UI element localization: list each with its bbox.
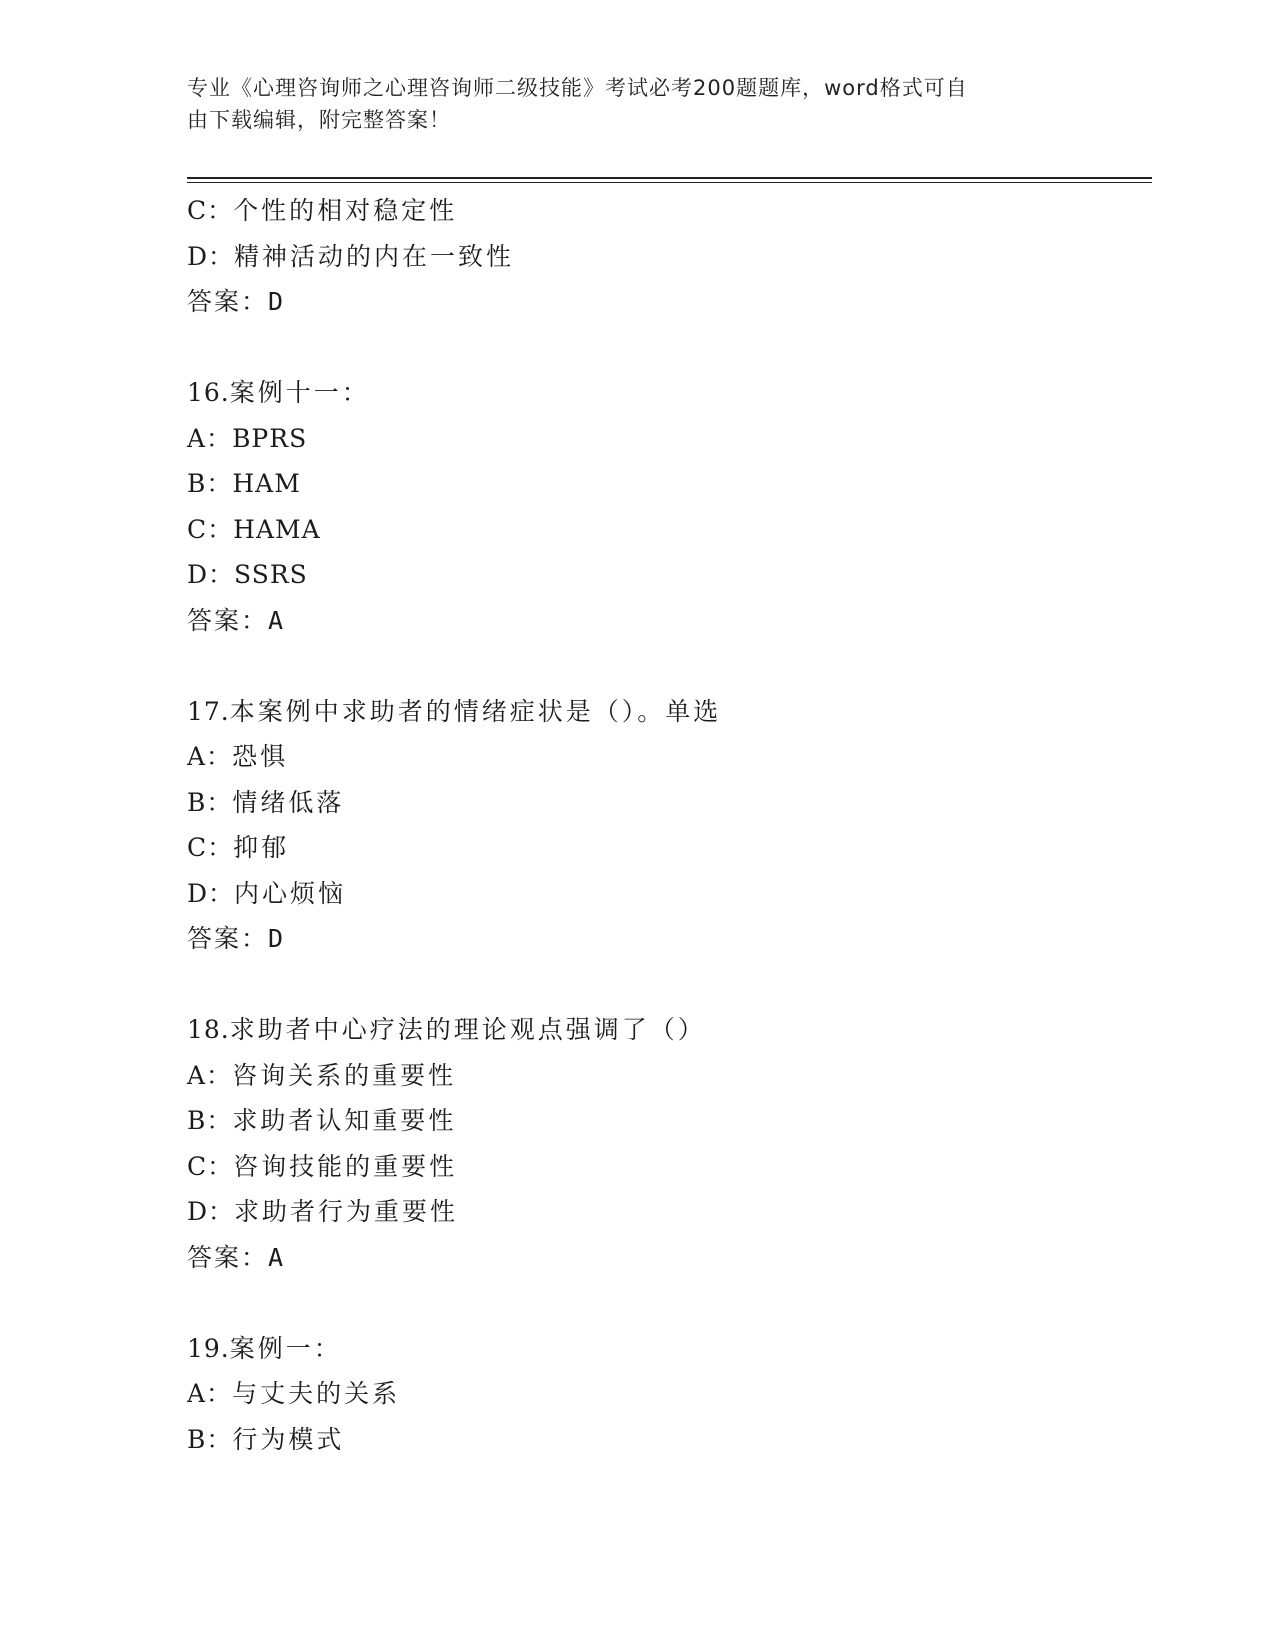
answer-label: 答案： — [187, 605, 269, 635]
option-key: A： — [187, 1060, 233, 1090]
option-text: 行为模式 — [232, 1424, 345, 1454]
option-key: C： — [187, 196, 234, 225]
option-key: C： — [187, 833, 234, 862]
option-text: HAM — [232, 469, 301, 498]
question-stem — [187, 1007, 1152, 1053]
option-line — [187, 780, 1152, 826]
option-key: D： — [187, 241, 235, 271]
option-line — [187, 507, 1152, 553]
option-line — [187, 825, 1152, 871]
answer-value: D — [268, 287, 286, 316]
option-text: BPRS — [232, 423, 308, 453]
question-stem — [187, 370, 1152, 416]
answer-line — [187, 1235, 1152, 1281]
answer-label: 答案： — [187, 1242, 269, 1272]
question-block-17 — [187, 689, 1152, 962]
option-text: 精神活动的内在一致性 — [234, 241, 515, 271]
answer-value: A — [268, 1242, 286, 1272]
option-line — [187, 1098, 1152, 1144]
option-text: 咨询技能的重要性 — [233, 1151, 458, 1181]
option-line — [187, 1053, 1152, 1099]
option-text: 个性的相对稳定性 — [233, 196, 458, 225]
option-key: D： — [187, 1197, 235, 1226]
question-number: 17. — [187, 696, 230, 726]
answer-value: A — [268, 605, 286, 635]
question-block-16 — [187, 370, 1152, 643]
question-text: 案例一： — [229, 1333, 342, 1363]
spacer — [187, 643, 1152, 689]
option-key: C： — [187, 514, 234, 544]
answer-label: 答案： — [187, 287, 269, 316]
question-stem — [187, 689, 1152, 735]
question-number: 16. — [187, 378, 230, 407]
question-stem — [187, 1326, 1152, 1372]
option-line — [187, 416, 1152, 462]
option-key: A： — [187, 423, 233, 453]
option-line — [187, 1371, 1152, 1417]
option-text: 抑郁 — [233, 833, 290, 862]
option-text: 恐惧 — [232, 742, 289, 771]
spacer — [187, 962, 1152, 1008]
document-header — [187, 72, 1087, 136]
question-number: 18. — [187, 1015, 230, 1044]
option-line — [187, 552, 1152, 598]
option-line — [187, 871, 1152, 917]
question-text: 本案例中求助者的情绪症状是（）。单选 — [229, 696, 722, 726]
option-text: 咨询关系的重要性 — [232, 1060, 457, 1090]
question-block-18 — [187, 1007, 1152, 1280]
option-line — [187, 188, 1152, 234]
option-text: HAMA — [233, 514, 321, 544]
option-text: SSRS — [234, 560, 308, 589]
option-line — [187, 461, 1152, 507]
option-line — [187, 1417, 1152, 1463]
document-body — [187, 188, 1152, 1462]
option-line — [187, 1189, 1152, 1235]
option-key: B： — [187, 787, 233, 817]
option-key: D： — [187, 560, 235, 589]
header-rule-thick — [187, 177, 1152, 179]
answer-label: 答案： — [187, 924, 269, 953]
option-key: A： — [187, 742, 233, 771]
answer-value: D — [268, 924, 286, 953]
option-text: 与丈夫的关系 — [232, 1379, 401, 1408]
spacer — [187, 1280, 1152, 1326]
option-line — [187, 234, 1152, 280]
option-line — [187, 734, 1152, 780]
answer-line — [187, 279, 1152, 325]
question-text: 求助者中心疗法的理论观点强调了（） — [229, 1015, 706, 1044]
question-number: 19. — [187, 1333, 230, 1363]
option-key: A： — [187, 1379, 233, 1408]
header-title-line-2: 由下载编辑，附完整答案！ — [187, 108, 451, 132]
question-block-19 — [187, 1326, 1152, 1463]
answer-line — [187, 916, 1152, 962]
option-key: C： — [187, 1151, 234, 1181]
header-title-line-1: 专业《心理咨询师之心理咨询师二级技能》考试必考200题题库，word格式可自 — [187, 76, 968, 100]
option-line — [187, 1144, 1152, 1190]
question-block-15 — [187, 188, 1152, 325]
option-text: 情绪低落 — [232, 787, 345, 817]
answer-line — [187, 598, 1152, 644]
option-key: B： — [187, 1106, 233, 1135]
option-text: 求助者行为重要性 — [234, 1197, 459, 1226]
spacer — [187, 325, 1152, 371]
option-text: 内心烦恼 — [234, 878, 347, 908]
option-key: B： — [187, 469, 233, 498]
question-text: 案例十一： — [229, 378, 370, 407]
option-key: B： — [187, 1424, 233, 1454]
header-rule-thin — [187, 182, 1152, 183]
option-text: 求助者认知重要性 — [232, 1106, 457, 1135]
option-key: D： — [187, 878, 235, 908]
